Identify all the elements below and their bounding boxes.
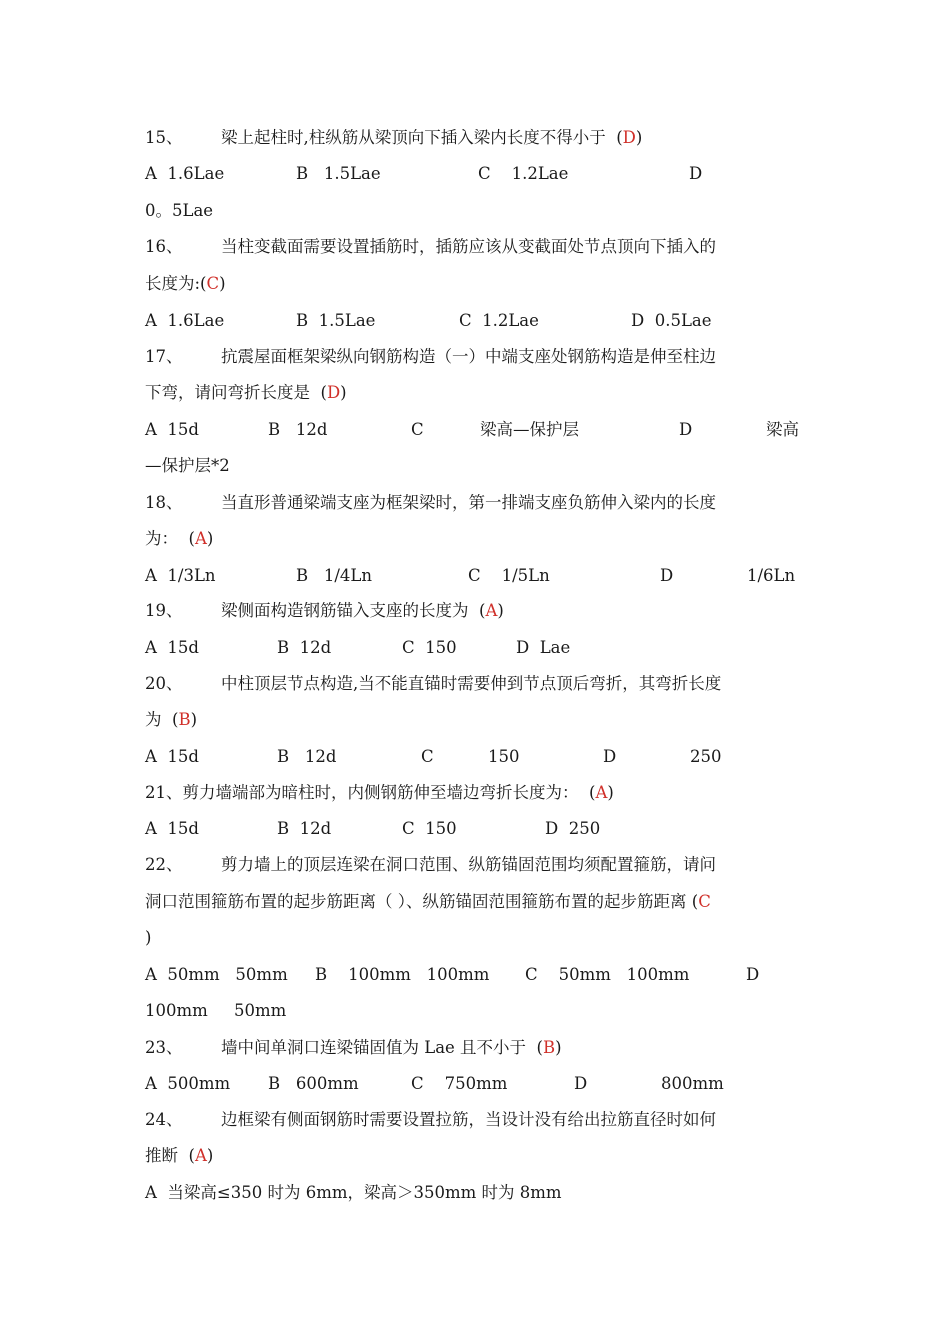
question-17-stem-2: 下弯，请问弯折长度是 (D) [145,383,347,402]
question-20-stem: 20、 中柱顶层节点构造,当不能直锚时需要伸到节点顶后弯折，其弯折长度 [145,674,722,693]
option-a: A 15d [145,420,199,439]
question-number: 22、 [145,855,183,874]
answer: B [542,1038,556,1057]
option-c-text: 梁高—保护层 [480,420,579,439]
option-d: D [746,965,760,984]
option-c: C 1.2Lae [478,164,569,183]
option-d: D [603,747,617,766]
question-18-stem-2: 为： (A) [145,529,214,548]
question-number: 18、 [145,493,183,512]
option-a: A 15d [145,747,199,766]
option-b: B 1.5Lae [296,164,381,183]
question-16-stem: 16、 当柱变截面需要设置插筋时，插筋应该从变截面处节点顶向下插入的 [145,237,716,256]
question-number: 19、 [145,601,183,620]
option-a: A 1.6Lae [145,311,225,330]
answer: D [622,128,636,147]
question-24-stem: 24、 边框梁有侧面钢筋时需要设置拉筋，当设计没有给出拉筋直径时如何 [145,1110,716,1129]
question-16-stem-2: 长度为:(C) [145,274,226,293]
question-18-stem: 18、 当直形普通梁端支座为框架梁时，第一排端支座负筋伸入梁内的长度 [145,493,716,512]
question-23-stem: 23、 墙中间单洞口连梁锚固值为 Lae 且不小于 (B) [145,1038,562,1057]
option-b: B 1.5Lae [296,311,376,330]
option-a: A 1/3Ln [145,566,216,585]
option-d: D 250 [545,819,601,838]
answer: A [485,601,498,620]
question-21-stem: 21、剪力墙端部为暗柱时，内侧钢筋伸至墙边弯折长度为： (A) [145,783,614,802]
option-d: D 0.5Lae [631,311,712,330]
question-number: 17、 [145,347,183,366]
question-24-option-a: A 当梁高≤350 时为 6mm，梁高＞350mm 时为 8mm [145,1183,562,1202]
option-b: B 12d [268,420,328,439]
option-c: C 750mm [411,1074,508,1093]
question-number: 21、 [145,783,183,802]
option-b: B 100mm 100mm [315,965,490,984]
option-b: B 12d [277,638,332,657]
option-wrap: 0。5Lae [145,201,214,220]
option-wrap: 100mm 50mm [145,1001,287,1020]
question-17-stem: 17、 抗震屋面框架梁纵向钢筋构造（一）中端支座处钢筋构造是伸至柱边 [145,347,716,366]
option-d: D [689,164,703,183]
option-c: C [421,747,434,766]
option-b: B 1/4Ln [296,566,372,585]
question-22-stem: 22、 剪力墙上的顶层连梁在洞口范围、纵筋锚固范围均须配置箍筋，请问 [145,855,716,874]
option-wrap: —保护层*2 [145,456,230,475]
option-a: A 500mm [145,1074,231,1093]
question-19-stem: 19、 梁侧面构造钢筋锚入支座的长度为 (A) [145,601,504,620]
question-number: 20、 [145,674,183,693]
answer: C [206,274,220,293]
option-c: C 150 [402,819,457,838]
option-c: C 50mm 100mm [525,965,690,984]
option-a: A 50mm 50mm [145,965,288,984]
question-20-stem-2: 为 (B) [145,710,198,729]
option-b: B 12d [277,819,332,838]
option-c: C [411,420,424,439]
answer: A [595,783,608,802]
option-d-text: 250 [690,747,722,766]
option-a: A 1.6Lae [145,164,225,183]
answer: A [194,1146,207,1165]
option-d-text: 梁高 [766,420,799,439]
option-d-text: 1/6Ln [747,566,796,585]
option-a: A 15d [145,819,199,838]
option-b: B 600mm [268,1074,359,1093]
option-d: D [574,1074,588,1093]
option-d-text: 800mm [661,1074,724,1093]
option-b: B 12d [277,747,337,766]
answer: D [326,383,341,402]
question-number: 23、 [145,1038,183,1057]
option-c: C 1/5Ln [468,566,550,585]
option-a: A 15d [145,638,199,657]
option-c: C 150 [402,638,457,657]
option-d: D [679,420,693,439]
question-24-stem-2: 推断 (A) [145,1146,214,1165]
option-c: C 1.2Lae [459,311,539,330]
question-15-stem: 15、 梁上起柱时,柱纵筋从梁顶向下插入梁内长度不得小于 (D) [145,128,643,147]
option-c-text: 150 [488,747,520,766]
question-number: 16、 [145,237,183,256]
question-number: 15、 [145,128,183,147]
option-d: D [660,566,674,585]
question-22-stem-3: ) [145,928,152,947]
question-number: 24、 [145,1110,183,1129]
answer: B [178,710,191,729]
answer: A [194,529,207,548]
option-d: D Lae [516,638,571,657]
answer: C [698,892,711,911]
question-22-stem-2: 洞口范围箍筋布置的起步筋距离（ ）、纵筋锚固范围箍筋布置的起步筋距离 (C [145,892,711,911]
